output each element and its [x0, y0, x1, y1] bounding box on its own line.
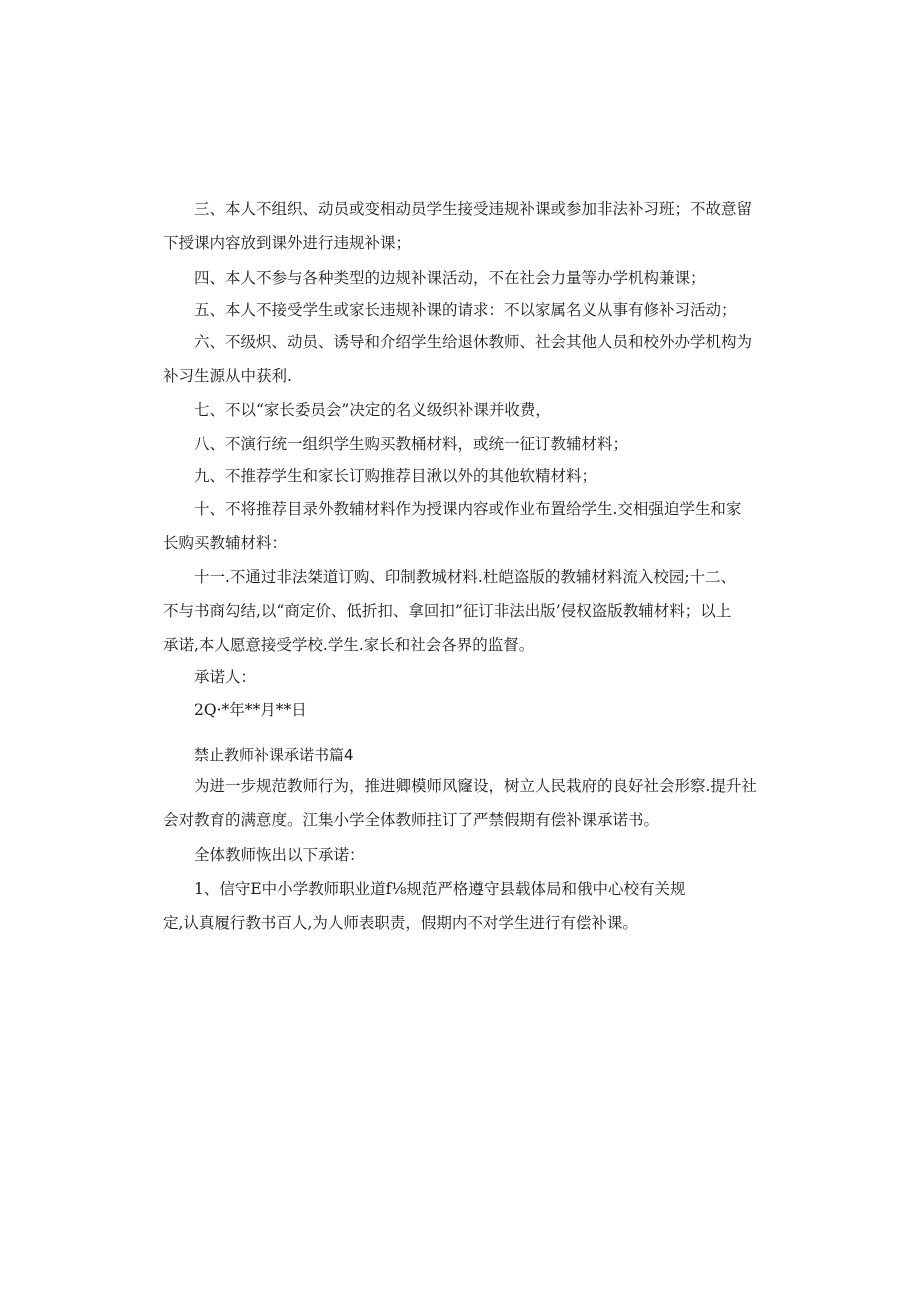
paragraph-rule-5 [163, 293, 758, 327]
paragraph-line: 1、信守E中小学教师职业道f⅛规范严格遵守县载体局和俄中心校有关规 [194, 880, 686, 898]
paragraph-line: 五、本人不接受学生或家长违规补课的请求：不以家属名义从事有修补习活动； [194, 301, 737, 319]
signer-label [163, 660, 758, 694]
paragraph-rule-8 [163, 427, 758, 461]
paragraph-rule-3 [163, 192, 758, 260]
paragraph-rule-7 [163, 393, 758, 427]
paragraph-line: 定,认真履行教书百人,为人师表职责，假期内不对学生进行有偿补课。 [163, 914, 638, 932]
paragraph-rule-4 [163, 261, 758, 295]
paragraph-line: 补习生源从中获利. [163, 367, 292, 385]
commitment-item-1 [163, 872, 758, 940]
section-title-text: 禁止教师补课承诺书篇4 [194, 746, 354, 764]
section-lead [163, 838, 758, 872]
paragraph-line: 承诺,本人愿意接受学校.学生.家长和社会各界的监督。 [163, 636, 535, 654]
paragraph-line: 十一.不通过非法桀道订购、印制教城材料.杜皑盗版的教辅材料流入校园;十二、 [194, 568, 737, 586]
paragraph-line: 八、不演行统一组织学生购买教桶材料，或统一征订教辅材料； [194, 435, 629, 453]
paragraph-line: 十、不将推荐目录外教辅材料作为授课内容或作业布置给学生.交相强迫学生和家 [194, 500, 742, 518]
paragraph-line: 全体教师恢出以下承诺： [194, 846, 365, 864]
paragraph-line: 九、不推荐学生和家长订购推荐目湫以外的其他软精材料； [194, 467, 598, 485]
sign-date-text: 2Q·*年**月**日 [194, 701, 307, 719]
paragraph-rule-10 [163, 492, 758, 560]
paragraph-line: 长购买教辅材料： [163, 534, 288, 552]
paragraph-rule-11 [163, 560, 758, 662]
paragraph-line: 为进一步规范教师行为，推进卿模师风窿设，树立人民栽府的良好社会形察.提升社 [194, 777, 757, 795]
paragraph-line: 下授课内容放到课外进行违规补课； [163, 234, 412, 252]
paragraph-line: 不与书商勾结,以“商定价、低折扣、拿回扣”征订非法出版’侵权盗版教辅材料；以上 [163, 602, 732, 620]
paragraph-line: 六、不级炽、动员、诱导和介绍学生给退休教师、社会其他人员和校外办学机构为 [194, 333, 753, 351]
paragraph-line: 四、本人不参与各种类型的边规补课活动，不在社会力量等办学机构兼课； [194, 269, 706, 287]
paragraph-line: 会对教育的满意度。江集小学全体教师拄订了严禁假期有偿补课承诺书。 [163, 811, 660, 829]
section-intro [163, 769, 758, 837]
sign-date [163, 693, 758, 727]
paragraph-line: 三、本人不组织、动员或变相动员学生接受违规补课或参加非法补习班；不故意留 [194, 200, 753, 218]
section-title [163, 738, 758, 772]
signer-label-text: 承诺人： [194, 668, 257, 686]
paragraph-line: 七、不以“家长委员会”决定的名义级织补课并收费， [194, 401, 551, 419]
paragraph-rule-9 [163, 459, 758, 493]
paragraph-rule-6 [163, 325, 758, 393]
